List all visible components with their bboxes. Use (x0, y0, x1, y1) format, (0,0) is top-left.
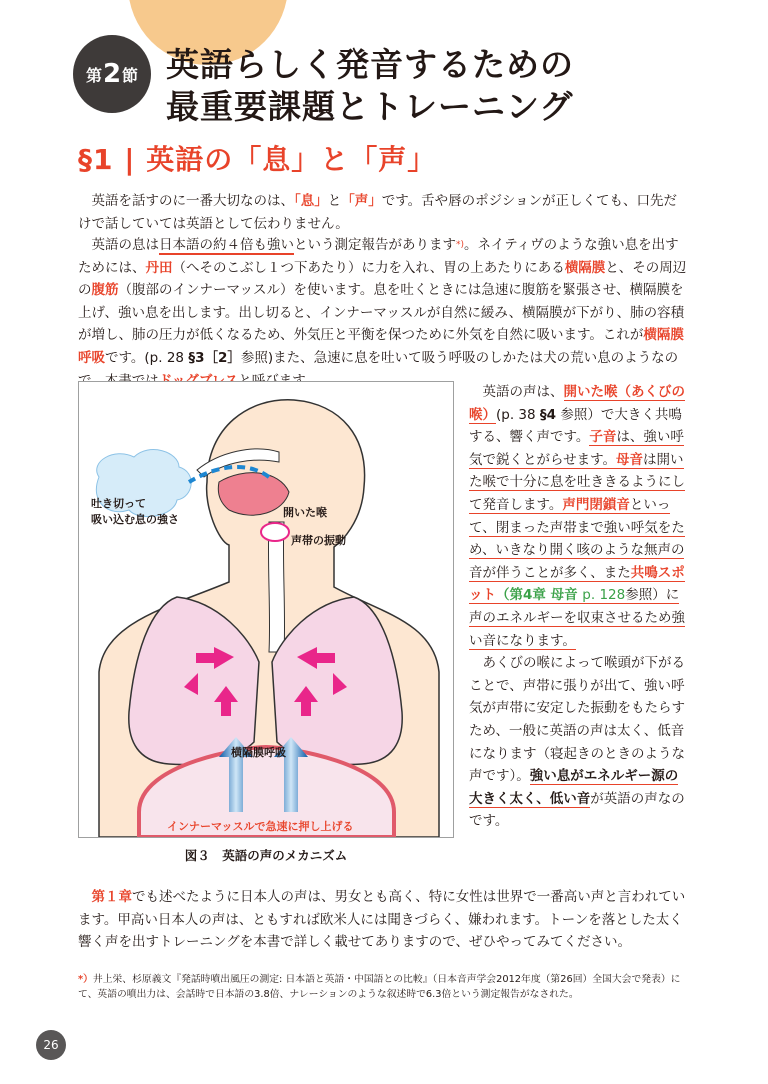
label-breath-strength: 吸い込む息の強さ (91, 513, 179, 526)
rcol-paragraph-2 (469, 652, 688, 833)
underlined-text: 日本語の約４倍も強い (159, 237, 294, 253)
text: と (327, 193, 342, 209)
title-line-1: 英語らしく発音するための (166, 45, 574, 84)
text: が英語の声なのです。 (469, 790, 685, 830)
paragraph-1 (78, 190, 690, 235)
reference: §3［2］ (188, 349, 241, 366)
chapter-reference: （第4章 母音 (496, 587, 583, 604)
badge-number: 2 (102, 59, 122, 89)
section-badge (73, 35, 151, 113)
text: あくびの喉によって喉頭が下がることで、声帯に張りが出て、強い呼気が声帯に安定した振動をもたらすため、一般に英語の声は太く、低音になります（寝起きのときのような声です）。 (469, 655, 685, 785)
label-diaphragm-breathing: 横隔膜呼吸 (231, 746, 286, 759)
text: 英語を話すのに一番大切なのは、 (91, 193, 294, 209)
keyword-vowel: 母音 (616, 451, 644, 468)
page-title (166, 44, 574, 128)
figure-caption: 図３ 英語の声のメカニズム (184, 848, 348, 863)
label-open-throat: 開いた喉 (283, 506, 327, 519)
text: 参照）で大きく共鳴する、響く声です。 (469, 406, 682, 446)
keyword-diaphragm: 横隔膜 (564, 259, 606, 276)
text: （腹部のインナーマッスル）を使います。息を吐くときには急速に腹筋を緊張させ、横隔膜を上げ、強い息を出します。出し切ると、インナーマッスルが自然に緩み、横隔膜が下がり、肺の容積が増し、肺の圧力が低くなるため、外気圧と平衡を保つために外気を自然に吸います。これが (78, 282, 685, 344)
keyword-tanden: 丹田 (145, 259, 173, 276)
label-breath-out: 吐き切って (91, 497, 146, 510)
figure-box (78, 381, 454, 838)
footnote-marker: *） (78, 974, 93, 985)
text: です。(p. 28 (105, 349, 189, 366)
keyword-voice: 「声」 (341, 193, 382, 209)
text: 参照)また、急速に息を吐いて吸う呼吸のしかたは犬の荒い息のようなの (240, 349, 679, 366)
text: （へそのこぶし１つ下あたり）に力を入れ、胃の上あたりにある (172, 259, 565, 276)
title-line-2: 最重要課題とトレーニング (166, 87, 574, 126)
text: と、その周辺の (78, 259, 687, 299)
keyword-consonant: 子音 (589, 429, 617, 446)
paragraph-3 (78, 886, 690, 954)
chapter-link: 第１章 (91, 889, 132, 905)
text: 参照）に声のエネルギーを収束させるため強い音になります。 (469, 587, 685, 649)
right-column-text (469, 381, 688, 833)
keyword-abs: 腹筋 (91, 282, 119, 299)
text: です。舌や唇のポジションが正しくても、口先だけで話していては英語として伝わりません。 (78, 193, 678, 232)
footnote (78, 972, 688, 1002)
text: は開いた喉で十分に息を吐ききるようにして発音します。 (469, 451, 685, 513)
footnote-marker: *) (456, 240, 465, 250)
text: (p. 38 (496, 406, 540, 423)
keyword-diaphragm-breathing: 横隔膜呼吸 (78, 327, 684, 366)
text: 英語の声は、 (482, 384, 564, 400)
emphasis-strong-low-voice: 強い息がエネルギー源の大きく太く、低い音 (469, 768, 679, 807)
vocal-cords (261, 523, 289, 541)
footnote-text: 井上栄、杉原義文『発話時噴出風圧の測定: 日本語と英語・中国語との比較』（日本音声学会2012年度（第26回）全国大会で発表）にて、英語の噴出力は、会話時で日本語の3.8倍、ナレーションのような叙述時で6.3倍という測定報告がなされた。 (78, 974, 681, 1000)
label-inner-muscle: インナーマッスルで急速に押し上げる (167, 820, 354, 833)
badge-suffix: 節 (122, 65, 139, 85)
badge-prefix: 第 (85, 65, 102, 85)
label-vocal-vibration: 声帯の振動 (291, 534, 346, 547)
keyword-resonance-spot: 共鳴スポット (469, 564, 685, 604)
text: といって、閉まった声帯まで強い呼気をため、いきなり開く咳のような無声の音が伴うことが多く、また (469, 496, 685, 581)
reference: §4 (539, 406, 557, 423)
text: でも述べたように日本人の声は、男女とも高く、特に女性は世界で一番高い声と言われています。甲高い日本人の声は、ともすれば欧米人には聞きづらく、嫌われます。トーンを落とした太く響く声を出すトレーニングを本書で詳しく載せてありますので、ぜひやってみてください。 (78, 889, 686, 951)
paragraph-2 (78, 234, 690, 392)
text: 。ネイティヴのような強い息を出すためには、 (78, 237, 679, 276)
text: という測定報告があります (294, 237, 456, 253)
text: は、強い呼気で鋭くとがらせます。 (469, 429, 684, 468)
text: 英語の息は (91, 237, 159, 253)
page-number: 26 (36, 1030, 66, 1060)
rcol-paragraph-1 (469, 381, 688, 652)
keyword-breath: 「息」 (294, 193, 328, 209)
voice-mechanism-illustration (79, 382, 453, 837)
keyword-open-throat: 開いた喉（あくびの喉） (469, 384, 685, 423)
page-reference: p. 128 (582, 587, 626, 604)
section-heading: §1 | 英語の「息」と「声」 (78, 143, 437, 176)
keyword-glottal-stop: 声門閉鎖音 (562, 496, 630, 513)
